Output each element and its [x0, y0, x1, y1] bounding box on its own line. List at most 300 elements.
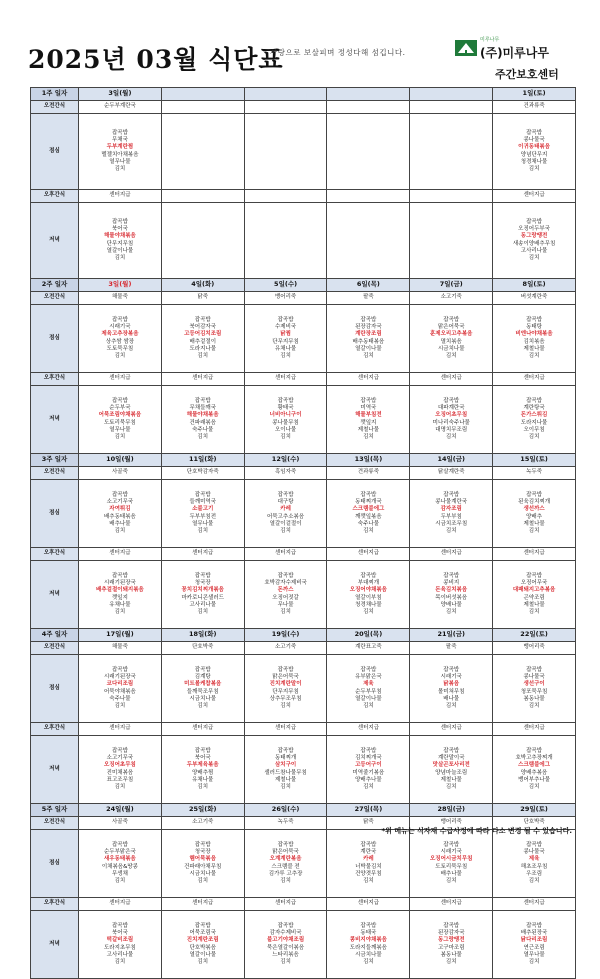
- menu-item: 동태국: [360, 930, 377, 937]
- meal-cell: [79, 561, 162, 629]
- menu-item: 제철나물: [523, 601, 545, 608]
- menu-item: 양배나물: [440, 601, 462, 608]
- menu-item: 양배추: [526, 513, 543, 520]
- menu-item: 김치: [528, 958, 540, 965]
- snack-cell: 센터지급: [493, 373, 576, 386]
- menu-item: 잡곡밥: [111, 398, 128, 405]
- menu-item: 어묵조림국: [189, 930, 217, 937]
- snack-cell: 단호박감자죽: [161, 467, 244, 480]
- menu-item: 청포묵무침: [520, 688, 548, 695]
- menu-item: 오징어초무침: [435, 412, 468, 419]
- snack-cell: 센터지급: [493, 723, 576, 736]
- menu-item: 잡곡밥: [111, 317, 128, 324]
- menu-item: 잡곡밥: [443, 842, 460, 849]
- menu-item: 두부부침전: [189, 513, 217, 520]
- day-date: 13일(목): [327, 454, 410, 467]
- org-subtitle: 주간보호센터: [495, 68, 559, 81]
- menu-item: 시금치조무침: [435, 520, 468, 527]
- menu-item: 두부제육볶음: [186, 762, 219, 769]
- menu-item: 도라지나물: [189, 345, 217, 352]
- menu-item: 숙주나물: [357, 520, 380, 527]
- menu-item: 잡곡밥: [360, 317, 377, 324]
- row-label: 점심: [31, 114, 79, 190]
- menu-item: 잡곡밥: [111, 842, 128, 849]
- snack-cell: 센터지급: [410, 723, 493, 736]
- snack-cell: 소고기죽: [244, 642, 327, 655]
- menu-item: 잡곡밥: [526, 573, 543, 580]
- snack-cell: 센터지급: [493, 548, 576, 561]
- menu-item: 꽁치김치찌개볶음: [181, 587, 224, 594]
- menu-item: 잡곡밥: [194, 317, 211, 324]
- menu-item: 열갈이나물: [189, 951, 217, 958]
- row-label: 저녁: [31, 736, 79, 804]
- page-title: 2025년 03월 식단표: [28, 45, 284, 74]
- meal-cell: [161, 655, 244, 723]
- menu-item: 김치: [528, 527, 540, 534]
- menu-item: 잡곡밥: [526, 492, 543, 499]
- menu-item: 잡곡밥: [443, 667, 460, 674]
- menu-item: 햄어묵볶음: [189, 856, 217, 863]
- menu-item: 미트볼케찹볶음: [184, 681, 222, 688]
- menu-item: 제철나물: [274, 776, 297, 783]
- week-header-row: [31, 804, 576, 817]
- menu-item: 된육김치찌개: [518, 499, 551, 506]
- meal-cell: [327, 655, 410, 723]
- menu-item: 호박고추장찌개: [515, 755, 553, 762]
- org-name: (주)미루나무: [480, 46, 549, 60]
- menu-item: 김치: [528, 433, 540, 440]
- menu-item: 김치: [114, 254, 126, 261]
- meal-cell: [410, 386, 493, 454]
- row-label: 오전간식: [31, 101, 79, 114]
- menu-item: 제철나물: [357, 426, 380, 433]
- menu-item: 자여튀김: [109, 506, 131, 513]
- day-date: 14일(금): [410, 454, 493, 467]
- am-snack-row: [31, 642, 576, 655]
- menu-item: 어묵야채볶음: [103, 688, 136, 695]
- menu-item: 김치: [114, 352, 126, 359]
- menu-item: 오이나물: [274, 426, 297, 433]
- menu-item: 뱅어부추나물: [518, 776, 551, 783]
- menu-item: 제철나물: [440, 776, 462, 783]
- meal-cell: [244, 386, 327, 454]
- menu-item: 김치: [445, 958, 457, 965]
- menu-item: 제철나물: [523, 520, 545, 527]
- day-date: 28일(금): [410, 804, 493, 817]
- day-date: 19일(수): [244, 629, 327, 642]
- row-label: 오전간식: [31, 467, 79, 480]
- menu-item: 무채국: [111, 137, 128, 144]
- row-label: 점심: [31, 480, 79, 548]
- meal-cell: [244, 114, 327, 190]
- menu-item: 잡곡밥: [111, 923, 128, 930]
- meal-cell: [79, 203, 162, 279]
- menu-item: 감자조림: [440, 506, 462, 513]
- menu-item: 김치: [197, 702, 209, 709]
- menu-item: 순두부맑은국: [103, 849, 136, 856]
- menu-item: 카레: [280, 506, 291, 513]
- snack-cell: 사골죽: [79, 817, 162, 830]
- row-label: 점심: [31, 830, 79, 898]
- week-label: 5주 일자: [31, 804, 79, 817]
- menu-item: 열갈이나물: [355, 345, 382, 352]
- menu-item: 새송이양배추무침: [512, 240, 556, 247]
- menu-item: 김치: [528, 877, 540, 884]
- snack-cell: 뱅어리죽: [410, 817, 493, 830]
- meal-cell: [410, 114, 493, 190]
- menu-item: 단호박볶음: [189, 944, 217, 951]
- meal-cell: [327, 736, 410, 804]
- week-label: 1주 일자: [31, 88, 79, 101]
- menu-item: 김치: [445, 702, 457, 709]
- menu-item: 유부맑은국: [355, 674, 382, 681]
- menu-item: 김치: [114, 433, 126, 440]
- row-label: 오후간식: [31, 723, 79, 736]
- menu-item: 오징어젓갈: [272, 594, 299, 601]
- menu-item: 잡곡밥: [360, 492, 377, 499]
- menu-item: 김치: [114, 958, 126, 965]
- menu-item: 동그랑땡전: [520, 233, 548, 240]
- menu-item: 시래기국: [109, 324, 131, 331]
- snack-cell: [327, 190, 410, 203]
- day-date: 24일(월): [79, 804, 162, 817]
- snack-cell: 센터지급: [79, 723, 162, 736]
- menu-item: 제육: [363, 681, 374, 688]
- meal-cell: [244, 655, 327, 723]
- menu-item: 김치: [445, 527, 457, 534]
- menu-item: 대파계란국: [437, 405, 465, 412]
- day-date: 21일(금): [410, 629, 493, 642]
- menu-item: 잡곡밥: [277, 842, 294, 849]
- snack-cell: 센터지급: [79, 898, 162, 911]
- menu-item: 미역줄기볶음: [352, 769, 385, 776]
- menu-item: 김치: [528, 608, 540, 615]
- meal-cell: [493, 736, 576, 804]
- snack-cell: [244, 190, 327, 203]
- meal-cell: [493, 305, 576, 373]
- lunch-row: [31, 655, 576, 723]
- menu-item: 잡곡밥: [194, 842, 211, 849]
- menu-item: 콩나물국: [523, 137, 545, 144]
- menu-item: 연근조림: [523, 944, 545, 951]
- snack-cell: 센터지급: [161, 898, 244, 911]
- row-label: 오후간식: [31, 190, 79, 203]
- meal-cell: [161, 305, 244, 373]
- menu-item: 양배추볶음: [520, 769, 548, 776]
- snack-cell: [161, 190, 244, 203]
- pm-snack-row: [31, 548, 576, 561]
- snack-cell: 센터지급: [410, 373, 493, 386]
- menu-item: 잡곡밥: [526, 748, 543, 755]
- snack-cell: [410, 190, 493, 203]
- day-date: 3일(월): [79, 279, 162, 292]
- menu-item: 돈육김치볶음: [435, 587, 468, 594]
- meal-cell: [79, 386, 162, 454]
- menu-item: 진치계란조림: [186, 937, 219, 944]
- menu-item: 대구탕: [277, 499, 294, 506]
- day-date: 29일(토): [493, 804, 576, 817]
- menu-item: 김치: [197, 608, 209, 615]
- menu-item: 잡곡밥: [443, 748, 460, 755]
- menu-item: 해물야채볶음: [103, 233, 136, 240]
- menu-item: 곤약조림: [523, 594, 545, 601]
- am-snack-row: [31, 467, 576, 480]
- meal-cell: [493, 655, 576, 723]
- menu-item: 두부계란찜: [106, 144, 134, 151]
- menu-item: 잡곡밥: [111, 667, 128, 674]
- footnote: *위 메뉴는 식자재 수급사정에 따라 다소 변경 될 수 있습니다.: [381, 827, 572, 835]
- menu-item: 잡곡밥: [111, 748, 128, 755]
- meal-table: [30, 87, 576, 979]
- menu-item: 고사리나물: [520, 247, 548, 254]
- menu-item: 진미채볶음: [106, 769, 134, 776]
- menu-item: 도라지초무침: [103, 944, 136, 951]
- menu-item: 김치: [114, 877, 126, 884]
- menu-item: 맛살곤포사리전: [432, 762, 470, 769]
- menu-item: 순두부국: [109, 405, 131, 412]
- day-date: 27일(목): [327, 804, 410, 817]
- menu-item: 잡곡밥: [111, 130, 128, 137]
- menu-item: 계란장조림: [355, 331, 382, 338]
- menu-item: 북어국: [111, 930, 128, 937]
- slogan: 사랑으로 보살피며 정성다해 섬깁니다.: [270, 48, 406, 57]
- snack-cell: 녹두죽: [493, 467, 576, 480]
- meal-cell: [79, 480, 162, 548]
- menu-item: 대패돼지고추볶음: [512, 587, 556, 594]
- week-label: 3주 일자: [31, 454, 79, 467]
- menu-item: 오이무침: [523, 426, 545, 433]
- menu-item: 시래기국: [440, 849, 462, 856]
- menu-item: 무나물: [277, 601, 294, 608]
- menu-item: 스크램블에그: [518, 762, 551, 769]
- menu-item: 김치: [114, 783, 126, 790]
- menu-item: 훈제오리고추볶음: [429, 331, 473, 338]
- meal-cell: [161, 830, 244, 898]
- menu-item: 삼치구이: [274, 762, 297, 769]
- menu-item: 김치: [445, 877, 457, 884]
- meal-cell: [79, 655, 162, 723]
- menu-item: 잡곡밥: [360, 748, 377, 755]
- day-date: 5일(수): [244, 279, 327, 292]
- menu-item: 김치: [280, 527, 291, 534]
- menu-item: 열무나물: [523, 951, 545, 958]
- day-date: [244, 88, 327, 101]
- snack-cell: 센터지급: [161, 548, 244, 561]
- menu-item: 상추무조무침: [269, 695, 302, 702]
- menu-item: 너박물김치: [355, 863, 382, 870]
- snack-cell: 센터지급: [244, 723, 327, 736]
- day-date: 26일(수): [244, 804, 327, 817]
- row-label: 점심: [31, 655, 79, 723]
- menu-item: 미역국: [360, 405, 377, 412]
- menu-item: 김치: [445, 608, 457, 615]
- menu-item: 잡곡밥: [526, 130, 543, 137]
- menu-item: 시금치나물: [355, 951, 382, 958]
- menu-item: 진치계란말이: [269, 681, 302, 688]
- row-label: 오전간식: [31, 292, 79, 305]
- menu-item: 도토묵무침: [106, 345, 134, 352]
- day-date: 4일(화): [161, 279, 244, 292]
- day-date: 3일(월): [79, 88, 162, 101]
- snack-cell: 센터지급: [161, 723, 244, 736]
- menu-item: 동그랑땡전: [437, 937, 465, 944]
- menu-item: 해물부침전: [355, 412, 382, 419]
- menu-item: 김치: [363, 958, 374, 965]
- menu-item: 소고기무국: [106, 499, 134, 506]
- menu-item: 표고조무침: [106, 776, 134, 783]
- menu-item: 김치: [280, 783, 291, 790]
- week-header-row: [31, 629, 576, 642]
- menu-item: 잡곡밥: [111, 573, 128, 580]
- menu-item: 돈가스튀김: [520, 412, 548, 419]
- menu-item: 김치: [363, 702, 374, 709]
- menu-item: 청경채나물: [520, 158, 548, 165]
- menu-item: 잡곡밥: [194, 667, 211, 674]
- snack-cell: 센터지급: [493, 190, 576, 203]
- meal-cell: [327, 480, 410, 548]
- menu-item: 청국장: [194, 849, 211, 856]
- menu-item: 콩나물국: [523, 674, 545, 681]
- menu-item: 스크램블 전: [271, 863, 300, 870]
- menu-item: 북어국: [111, 226, 128, 233]
- day-date: 6일(목): [327, 279, 410, 292]
- menu-item: 무생채: [111, 870, 128, 877]
- menu-item: 황태국: [277, 405, 294, 412]
- lunch-row: [31, 830, 576, 898]
- meal-cell: [79, 736, 162, 804]
- meal-cell: [410, 203, 493, 279]
- menu-item: 잡곡밥: [526, 398, 543, 405]
- snack-cell: 순두부계란국: [79, 101, 162, 114]
- menu-item: 김치볶음: [523, 338, 545, 345]
- menu-item: 김치: [280, 877, 291, 884]
- menu-item: 콩비지: [443, 580, 460, 587]
- menu-item: 잡곡밥: [443, 923, 460, 930]
- menu-item: 시금치나물: [189, 695, 217, 702]
- day-date: 25일(화): [161, 804, 244, 817]
- menu-item: 숙주나물: [192, 426, 214, 433]
- menu-item: 김치: [114, 702, 126, 709]
- menu-item: 닭다리조림: [520, 937, 548, 944]
- menu-item: 계란국: [360, 849, 377, 856]
- meal-cell: [244, 480, 327, 548]
- snack-cell: 단호박죽: [493, 817, 576, 830]
- menu-item: 고구마조림: [437, 944, 465, 951]
- snack-cell: 녹두죽: [244, 817, 327, 830]
- menu-item: 고등어김치조림: [184, 331, 222, 338]
- day-date: [327, 88, 410, 101]
- menu-item: 마카로니콘샐러드: [181, 594, 224, 601]
- meal-cell: [410, 736, 493, 804]
- meal-cell: [410, 830, 493, 898]
- meal-cell: [493, 480, 576, 548]
- snack-cell: 뱅어리죽: [493, 642, 576, 655]
- snack-cell: 센터지급: [493, 898, 576, 911]
- menu-item: 두부부침: [440, 513, 462, 520]
- snack-cell: 버섯계란죽: [493, 292, 576, 305]
- menu-item: 김치: [363, 877, 374, 884]
- meal-cell: [493, 114, 576, 190]
- menu-item: 김치: [197, 877, 209, 884]
- menu-item: 열무나물: [109, 426, 131, 433]
- meal-cell: [493, 830, 576, 898]
- snack-cell: 계란표고죽: [327, 642, 410, 655]
- menu-item: 소고기무국: [106, 755, 134, 762]
- menu-item: 건양겻무침: [355, 870, 382, 877]
- menu-item: 맑은어묵국: [272, 674, 299, 681]
- meal-cell: [410, 655, 493, 723]
- menu-item: 된장감자국: [437, 930, 465, 937]
- menu-item: 열무나물: [109, 158, 131, 165]
- menu-item: 잡곡밥: [526, 667, 543, 674]
- menu-item: 잡곡밥: [111, 492, 128, 499]
- meal-cell: [79, 911, 162, 979]
- menu-item: 잡곡밥: [360, 398, 377, 405]
- menu-item: 잡곡밥: [277, 317, 294, 324]
- snack-cell: 흑임자죽: [244, 467, 327, 480]
- menu-item: 무채들깨국: [189, 405, 217, 412]
- menu-item: 상추쌈 쌈장: [105, 338, 135, 345]
- menu-item: 잡곡밥: [194, 573, 211, 580]
- meal-cell: [327, 386, 410, 454]
- menu-item: 들깨묵조무침: [186, 688, 219, 695]
- menu-item: 김치: [114, 608, 126, 615]
- meal-cell: [327, 911, 410, 979]
- snack-cell: [161, 101, 244, 114]
- menu-item: 김치: [280, 958, 291, 965]
- menu-item: 김치: [280, 702, 291, 709]
- menu-item: 김치: [197, 527, 209, 534]
- meal-cell: [410, 480, 493, 548]
- menu-item: 김치: [528, 254, 540, 261]
- menu-item: 잡곡밥: [360, 842, 377, 849]
- row-label: 오후간식: [31, 898, 79, 911]
- row-label: 저녁: [31, 911, 79, 979]
- day-date: 1일(토): [493, 88, 576, 101]
- snack-cell: 센터지급: [327, 898, 410, 911]
- org-small-name: 미루나무: [480, 37, 500, 43]
- menu-item: 시금치나물: [189, 870, 217, 877]
- meal-cell: [327, 305, 410, 373]
- menu-item: 맑은어묵국: [437, 324, 465, 331]
- menu-item: 들깨미역국: [189, 499, 217, 506]
- row-label: 오후간식: [31, 548, 79, 561]
- menu-item: 어묵고추소볶음: [266, 513, 305, 520]
- menu-item: 김치: [280, 608, 291, 615]
- menu-item: 콩비지야채볶음: [349, 937, 387, 944]
- menu-item: 잡곡밥: [443, 492, 460, 499]
- snack-cell: [410, 101, 493, 114]
- menu-item: 미나리숙주나물: [432, 419, 470, 426]
- menu-item: 잡곡밥: [526, 923, 543, 930]
- snack-cell: 팥죽: [327, 292, 410, 305]
- menu-item: 돈까스: [277, 587, 294, 594]
- menu-item: 해물야채볶음: [186, 412, 219, 419]
- menu-item: 숙주나물: [109, 695, 131, 702]
- menu-item: 시래기국: [440, 674, 462, 681]
- menu-item: 김치: [445, 783, 457, 790]
- menu-item: 김치: [363, 352, 374, 359]
- menu-item: 몰미쳐무침: [437, 688, 465, 695]
- menu-item: 계란말이국: [437, 755, 465, 762]
- menu-item: 도토리묵무침: [435, 863, 468, 870]
- menu-item: 목이버섯볶음: [435, 594, 468, 601]
- day-date: [161, 88, 244, 101]
- meal-cell: [493, 386, 576, 454]
- week-header-row: [31, 88, 576, 101]
- menu-item: 너비아니구이: [269, 412, 302, 419]
- menu-item: 잡곡밥: [443, 573, 460, 580]
